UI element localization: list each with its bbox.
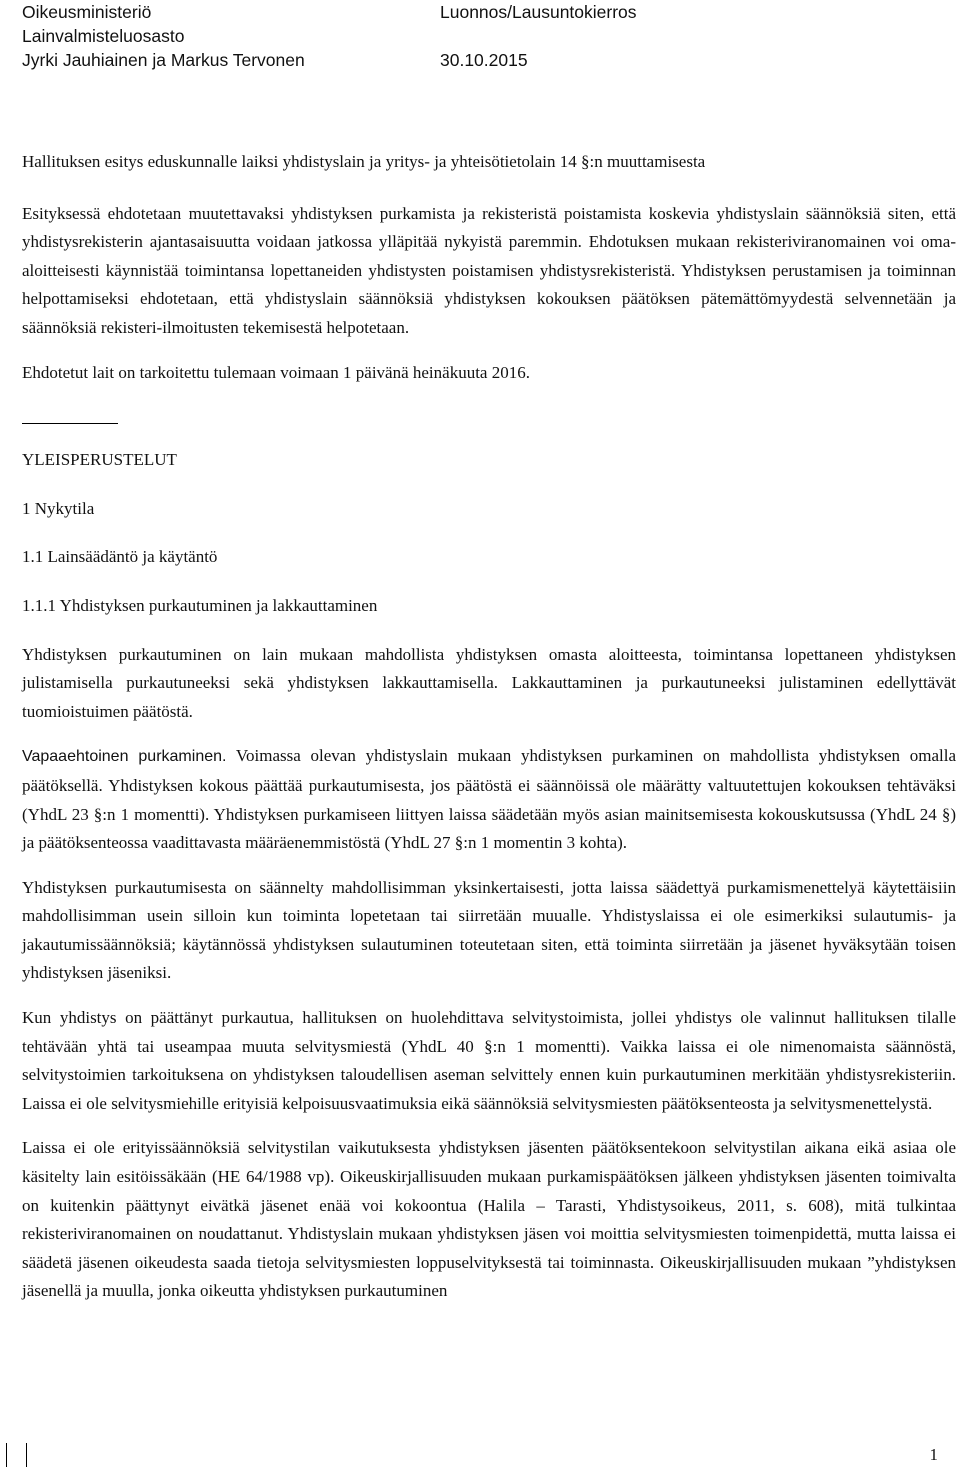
department-name: Lainvalmisteluosasto	[22, 26, 185, 46]
body-paragraph-2-text: Voimassa olevan yhdistyslain mukaan yhdistyksen purkaminen on mahdollista yhdistyksen omalla päätöksellä. Yhdistyksen kokous päättää purkautumisesta, jos päätöstä ei säännöissä ole määrätty valtuutettujen kokouksen tehtäväksi (YhdL 23 §:n 1 momentti). Yhdistyksen purkamiseen liittyen laissa säädetään myös asian mainitsemisesta kokouskutsussa (YhdL 24 §) ja päätöksenteossa vaadittavasta määräenemmistöstä (YhdL 27 §:n 1 momentin 3 kohta).	[22, 746, 956, 853]
draft-status: Luonnos/Lausuntokierros	[440, 2, 637, 22]
summary-paragraph: Esityksessä ehdotetaan muutettavaksi yhdistyksen purkamista ja rekisteristä poistamista koskevia yhdistyslain säännöksiä siten, että yhdistysrekisterin ajantasaisuutta voidaan jatkossa ylläpitää nykyistä paremmin. Ehdotuksen mukaan rekisteriviranomainen voi oma-aloitteisesti käynnistää toimintansa lopettaneiden yhdistysten poistamisen yhdistysrekisteristä. Yhdistyksen perustamisen ja toiminnan helpottamiseksi ehdotetaan, että yhdistyslain säännöksiä yhdistyksen kokouksen päätöksen pätemättömyydestä selvennetään ja säännöksiä rekisteri-ilmoitusten tekemisestä helpotetaan.	[22, 203, 956, 337]
document-title: Hallituksen esitys eduskunnalle laiksi yhdistyslain ja yritys- ja yhteisötietolain 14 §:n muuttamisesta	[22, 152, 706, 171]
document-date: 30.10.2015	[440, 50, 528, 70]
effective-date-paragraph: Ehdotetut lait on tarkoitettu tulemaan voimaan 1 päivänä heinäkuuta 2016.	[22, 362, 530, 382]
header-row-2	[22, 24, 922, 48]
document-header	[22, 0, 922, 72]
page-number: 1	[929, 1445, 938, 1464]
heading-1-1: 1.1 Lainsäädäntö ja käytäntö	[22, 547, 218, 567]
document-body	[22, 148, 956, 1322]
body-paragraph-2	[22, 742, 956, 857]
voluntary-dissolution-lead: Vapaaehtoinen purkaminen.	[22, 748, 227, 766]
section-heading-general: YLEISPERUSTELUT	[22, 450, 177, 470]
body-paragraph-3: Yhdistyksen purkautumisesta on säännelty mahdollisimman yksinkertaisesti, jotta laissa säädettyä purkamismenettelyä käytettäisiin mahdollisimman usein silloin kun toiminta lopetetaan tai siirretään muualle. Yhdistyslaissa ei ole esimerkiksi sulautumis- ja jakautumissäännöksiä; käytännössä yhdistyksen sulautuminen toteutetaan siten, että toiminta siirretään ja jäsenet hyväksytään toisen yhdistyksen jäseniksi.	[22, 877, 956, 983]
margin-change-bar	[26, 1443, 27, 1467]
body-paragraph-1: Yhdistyksen purkautuminen on lain mukaan mahdollista yhdistyksen omasta aloitteesta, toimintansa lopettaneen yhdistyksen julistamisella purkautuneeksi sekä yhdistyksen lakkauttamisella. Lakkauttaminen ja purkautuneeksi julistaminen edellyttävät tuomioistuimen päätöstä.	[22, 644, 956, 721]
heading-1-1-1: 1.1.1 Yhdistyksen purkautuminen ja lakkauttaminen	[22, 595, 378, 615]
header-row-3	[22, 48, 922, 72]
section-divider	[22, 423, 118, 424]
body-paragraph-4: Kun yhdistys on päättänyt purkautua, hallituksen on huolehdittava selvitystoimista, jollei yhdistys ole valinnut hallituksen tilalle tehtävään yhtä tai useampaa muuta selvitysmiestä (YhdL 40 §:n 1 momentti). Vaikka laissa ei ole nimenomaista säännöstä, selvitystoimien tarkoituksena on yhdistyksen taloudellisen aseman selvittely ennen kuin purkautuminen merkitään yhdistysrekisteriin. Laissa ei ole selvitysmiehille erityisiä kelpoisuusvaatimuksia eikä säännöksiä selvitysmiesten päätöksenteosta ja selvitysmenettelystä.	[22, 1008, 956, 1113]
heading-1: 1 Nykytila	[22, 498, 95, 518]
margin-change-bar	[6, 1443, 7, 1467]
header-row-1	[22, 0, 922, 24]
authors: Jyrki Jauhiainen ja Markus Tervonen	[22, 50, 305, 70]
body-paragraph-5: Laissa ei ole erityissäännöksiä selvitystilan vaikutuksesta yhdistyksen jäsenten päätöksentekoon selvitystilan aikana eikä asiaa ole käsitelty lain esitöissäkään (HE 64/1988 vp). Oikeuskirjallisuuden mukaan purkamispäätöksen jälkeen yhdistyksen jäsenten toimivalta on kuitenkin päättynyt eivätkä jäsenet enää voi kokoontua (Halila – Tarasti, Yhdistysoikeus, 2011, s. 608), mitä tulkintaa rekisteriviranomainen on noudattanut. Yhdistyslain mukaan yhdistyksen jäsen voi moittia selvitysmiesten toimenpidettä, mutta laissa ei säädetä jäsenen oikeudesta saada tietoja selvitysmiesten loppuselvityksestä tai toiminnasta. Oikeuskirjallisuuden mukaan ”yhdistyksen jäsenellä ja muulla, jonka oikeutta yhdistyksen purkautuminen	[22, 1138, 956, 1301]
ministry-name: Oikeusministeriö	[22, 2, 152, 22]
page-footer	[0, 1443, 960, 1469]
